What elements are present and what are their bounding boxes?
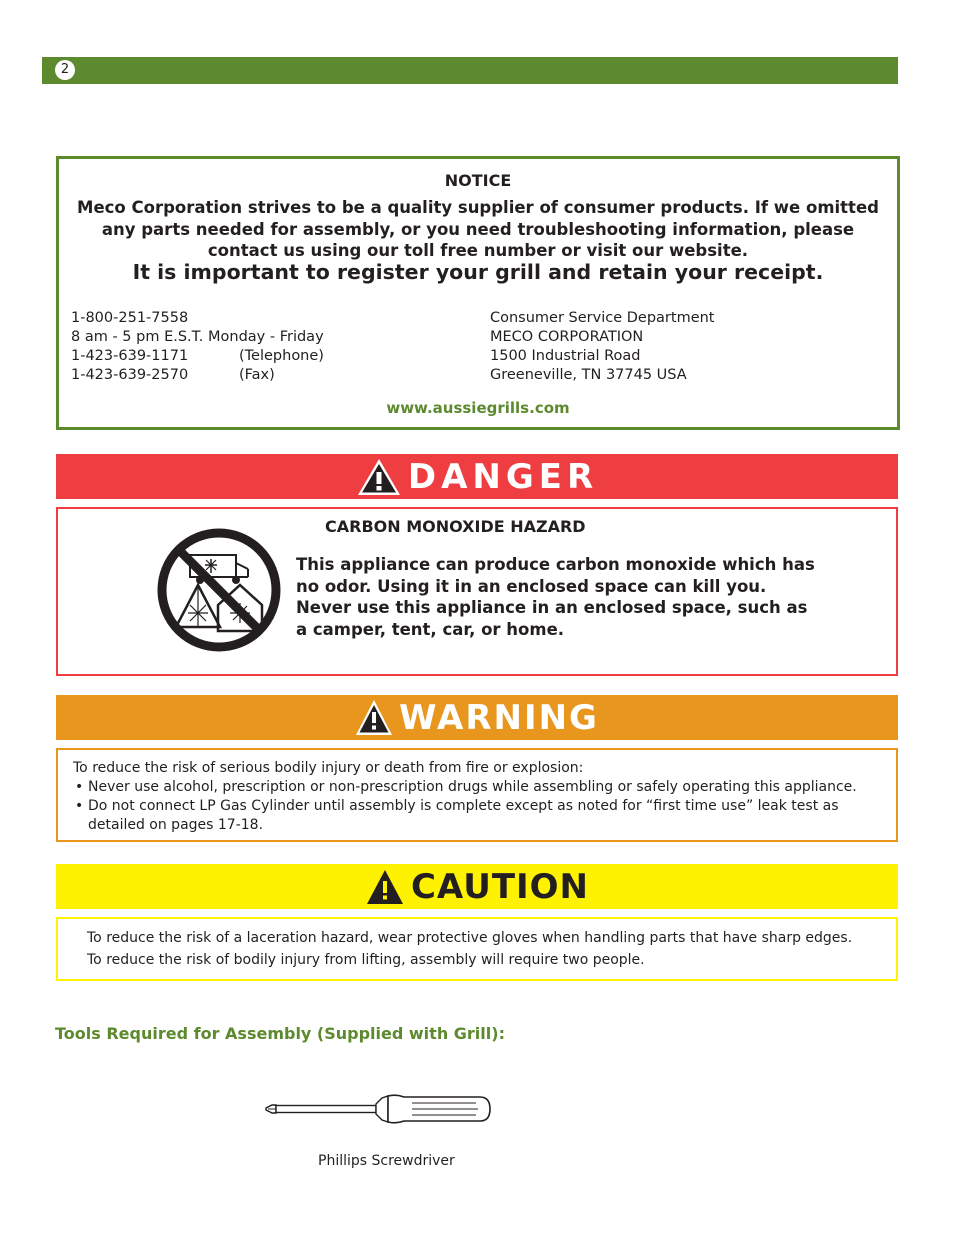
register-reminder: It is important to register your grill and retain your receipt. [132, 260, 824, 284]
tools-heading: Tools Required for Assembly (Supplied with Grill): [55, 1024, 505, 1043]
mailing-address [490, 309, 715, 385]
warning-list [73, 778, 873, 835]
danger-banner [56, 454, 898, 499]
caution-banner [56, 864, 898, 909]
phone-contact [71, 309, 324, 385]
phone-line: 1-800-251-7558 [71, 310, 189, 326]
warning-label: WARNING [399, 697, 599, 738]
address-line: 1500 Industrial Road [490, 348, 641, 364]
telephone-line: 1-423-639-1171 (Telephone) [71, 348, 324, 364]
caution-line: To reduce the risk of a laceration hazard, wear protective gloves when handling parts that have sharp edges. [87, 930, 853, 946]
warning-triangle-icon [365, 868, 405, 906]
danger-box [56, 507, 898, 676]
notice-title: NOTICE [444, 171, 512, 190]
website-link[interactable]: www.aussiegrills.com [386, 399, 570, 417]
warning-triangle-icon [356, 457, 402, 497]
hours-line: 8 am - 5 pm E.S.T. Monday - Friday [71, 329, 324, 345]
tool-label: Phillips Screwdriver [318, 1153, 455, 1169]
warning-banner [56, 695, 898, 740]
warning-triangle-icon [355, 699, 393, 737]
page-number: 2 [55, 60, 75, 80]
warning-intro: To reduce the risk of serious bodily injury or death from fire or explosion: [73, 760, 584, 776]
header-bar [42, 57, 898, 84]
phillips-screwdriver-icon [264, 1092, 494, 1128]
fax-line: 1-423-639-2570 (Fax) [71, 367, 275, 383]
warning-box [56, 748, 898, 842]
no-enclosed-space-icon [156, 527, 282, 653]
notice-box [56, 156, 900, 430]
danger-body: This appliance can produce carbon monoxide which has no odor. Using it in an enclosed space can kill you. Never use this appliance in an enclosed space, such as a camper, tent, car, or home. [296, 555, 815, 639]
list-item: • Never use alcohol, prescription or non-prescription drugs while assembling or safely operating this appliance. [73, 778, 873, 797]
list-item: • Do not connect LP Gas Cylinder until assembly is complete except as noted for “first time use” leak test as detailed on pages 17-18. [73, 797, 873, 835]
caution-label: CAUTION [410, 866, 590, 907]
notice-body: Meco Corporation strives to be a quality supplier of consumer products. If we omitted any parts needed for assembly, or you need troubleshooting information, please contact us using our toll free number or visit our website. [77, 198, 879, 260]
address-line: Consumer Service Department [490, 310, 715, 326]
address-line: Greeneville, TN 37745 USA [490, 367, 687, 383]
danger-label: DANGER [407, 456, 599, 497]
address-line: MECO CORPORATION [490, 329, 644, 345]
caution-box [56, 917, 898, 981]
caution-line: To reduce the risk of bodily injury from lifting, assembly will require two people. [87, 952, 645, 968]
danger-heading: CARBON MONOXIDE HAZARD [325, 517, 586, 536]
